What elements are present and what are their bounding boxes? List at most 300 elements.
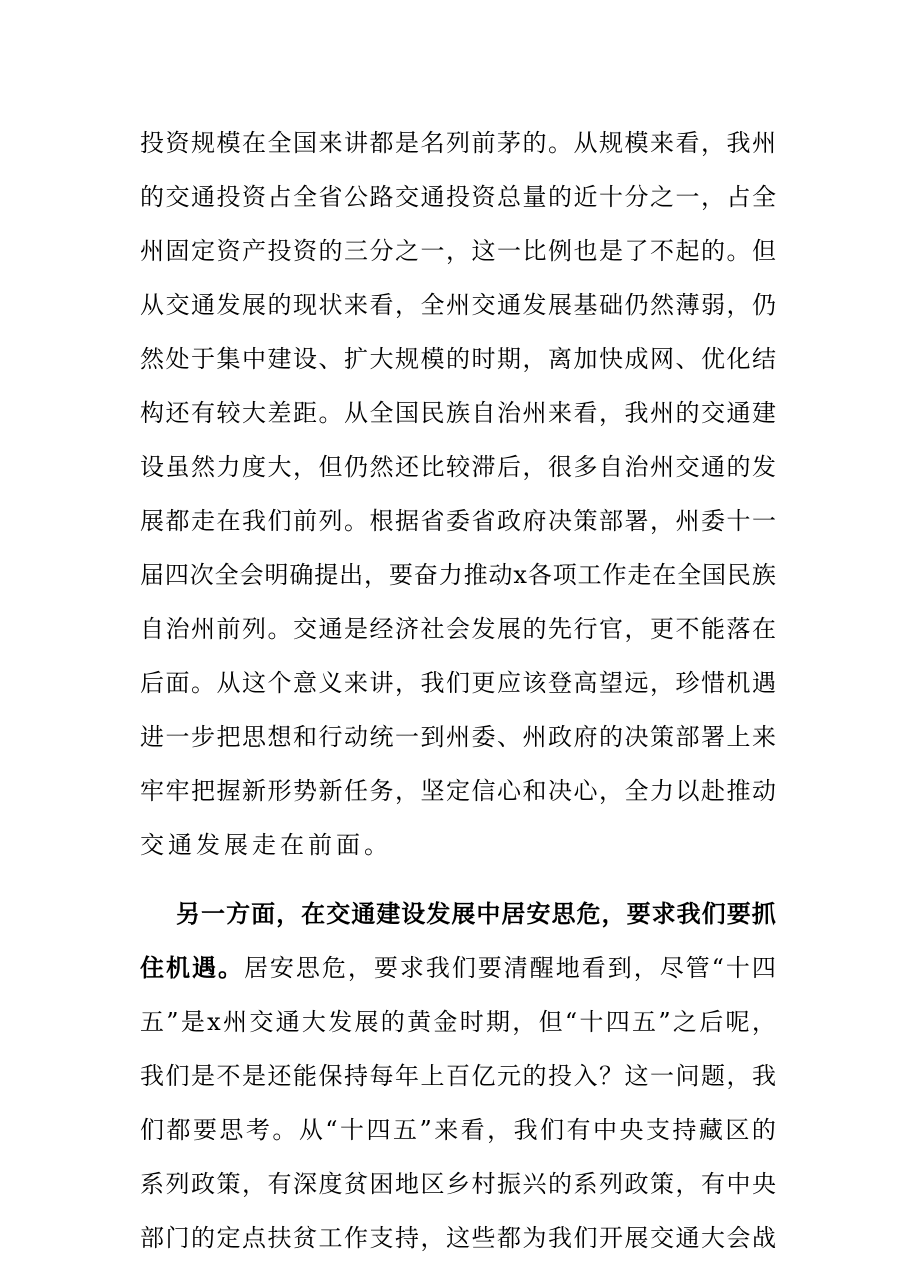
glyph: 和 — [522, 777, 547, 805]
glyph: 还 — [165, 399, 190, 427]
glyph: 金 — [433, 1008, 458, 1036]
glyph: 发 — [328, 1008, 353, 1036]
glyph: 州 — [446, 291, 470, 319]
glyph: ， — [701, 183, 725, 211]
glyph: 快 — [599, 345, 623, 373]
body-line — [140, 452, 776, 482]
glyph: 会 — [239, 561, 264, 589]
glyph: 从 — [573, 129, 598, 157]
glyph: 乡 — [446, 1170, 470, 1198]
glyph: 投 — [216, 183, 241, 211]
glyph: 一 — [675, 183, 700, 211]
glyph: 都 — [369, 129, 394, 157]
glyph: ， — [650, 669, 674, 697]
glyph: 困 — [369, 1170, 394, 1198]
glyph: 在 — [752, 615, 776, 643]
glyph: 于 — [191, 345, 215, 373]
glyph: 思 — [219, 1116, 244, 1144]
glyph: 有 — [701, 1170, 725, 1198]
glyph: 点 — [242, 1224, 266, 1252]
glyph: ” — [658, 1008, 671, 1036]
glyph: 亿 — [471, 1062, 496, 1090]
glyph: 全 — [624, 777, 649, 805]
glyph: 全 — [752, 183, 776, 211]
glyph: 决 — [548, 777, 572, 805]
glyph: 年 — [395, 1062, 419, 1090]
glyph: ， — [276, 899, 301, 928]
glyph: 能 — [701, 615, 725, 643]
glyph: 通 — [191, 291, 215, 319]
glyph: 项 — [552, 561, 577, 589]
glyph: 列 — [446, 129, 470, 157]
glyph: 的 — [548, 1170, 572, 1198]
glyph: 走 — [627, 561, 652, 589]
glyph: 每 — [369, 1062, 394, 1090]
glyph: 来 — [650, 129, 674, 157]
glyph: 州 — [191, 615, 215, 643]
glyph: 民 — [420, 399, 445, 427]
glyph: 部 — [599, 507, 623, 535]
glyph: 了 — [624, 237, 649, 265]
glyph: 我 — [624, 399, 649, 427]
glyph: 要 — [388, 561, 413, 589]
glyph: 投 — [140, 129, 164, 157]
glyph: “ — [564, 1008, 578, 1036]
glyph: 推 — [463, 561, 488, 589]
glyph: 之 — [650, 183, 674, 211]
glyph: 进 — [140, 723, 164, 751]
glyph: 四 — [605, 1008, 630, 1036]
glyph: 资 — [293, 237, 317, 265]
glyph: 后 — [497, 453, 521, 481]
glyph: 看 — [581, 954, 606, 982]
glyph: ” — [166, 1008, 179, 1036]
glyph: 来 — [752, 723, 776, 751]
glyph: 四 — [366, 1116, 391, 1144]
glyph: 面 — [251, 899, 276, 928]
glyph: 集 — [216, 345, 241, 373]
glyph: 区 — [420, 1170, 445, 1198]
glyph: 的 — [191, 1224, 215, 1252]
glyph: 思 — [242, 723, 266, 751]
glyph: 我 — [752, 1062, 776, 1090]
body-line — [140, 1061, 776, 1091]
glyph: 官 — [599, 615, 623, 643]
glyph: 占 — [267, 183, 292, 211]
glyph: 全 — [267, 129, 292, 157]
glyph: 黄 — [407, 1008, 432, 1036]
glyph: 十 — [599, 183, 623, 211]
glyph: 发 — [471, 615, 496, 643]
glyph: 比 — [522, 237, 547, 265]
glyph: 通 — [701, 453, 725, 481]
glyph: 危 — [576, 899, 601, 928]
glyph: 支 — [369, 1224, 394, 1252]
glyph: 求 — [399, 954, 424, 982]
glyph: 化 — [726, 345, 751, 373]
glyph: 十 — [579, 1008, 604, 1036]
glyph: 族 — [446, 399, 470, 427]
body-line — [140, 506, 776, 536]
glyph: 从 — [344, 399, 368, 427]
glyph: 会 — [726, 1224, 751, 1252]
glyph: 的 — [726, 453, 751, 481]
glyph: 系 — [573, 1170, 598, 1198]
glyph: 工 — [577, 561, 602, 589]
glyph: 思 — [551, 899, 576, 928]
glyph: 们 — [446, 669, 470, 697]
glyph: 要 — [192, 1116, 217, 1144]
glyph: 展 — [497, 615, 521, 643]
glyph: 求 — [651, 899, 676, 928]
glyph: 个 — [267, 669, 292, 697]
glyph: 我 — [726, 129, 751, 157]
glyph: 中 — [242, 345, 266, 373]
glyph: “ — [711, 954, 724, 982]
glyph: ， — [293, 453, 317, 481]
glyph: 通 — [726, 399, 751, 427]
glyph: 一 — [497, 237, 521, 265]
glyph: 通 — [318, 615, 343, 643]
glyph: 战 — [752, 1224, 776, 1252]
glyph: 到 — [420, 723, 445, 751]
glyph: 策 — [650, 723, 674, 751]
glyph: 交 — [471, 291, 496, 319]
glyph: 我 — [548, 1224, 572, 1252]
glyph: 定 — [446, 777, 470, 805]
glyph: 系 — [140, 1170, 164, 1198]
glyph: 从 — [216, 669, 241, 697]
glyph: ， — [395, 669, 419, 697]
glyph: 也 — [573, 237, 598, 265]
body-line — [140, 1115, 776, 1145]
glyph: 确 — [289, 561, 314, 589]
glyph: 是 — [191, 1062, 215, 1090]
glyph: 较 — [446, 453, 470, 481]
body-line — [140, 722, 776, 752]
glyph: 。 — [267, 615, 292, 643]
glyph: 牢 — [140, 777, 164, 805]
glyph: ， — [446, 237, 470, 265]
glyph: 展 — [354, 1008, 379, 1036]
glyph: 登 — [548, 669, 572, 697]
glyph: 治 — [624, 453, 649, 481]
glyph: 决 — [624, 723, 649, 751]
glyph: 列 — [318, 507, 343, 535]
body-line — [140, 290, 776, 320]
glyph: 策 — [216, 1170, 241, 1198]
glyph: ？ — [599, 1062, 623, 1090]
glyph: 交 — [165, 291, 190, 319]
glyph: 牢 — [165, 777, 190, 805]
glyph: 要 — [626, 899, 651, 928]
glyph: 次 — [189, 561, 214, 589]
glyph: 题 — [701, 1062, 725, 1090]
glyph: 把 — [191, 777, 215, 805]
glyph: 模 — [420, 345, 445, 373]
glyph: 时 — [459, 1008, 484, 1036]
glyph: 度 — [318, 1170, 343, 1198]
glyph: 上 — [420, 1062, 445, 1090]
glyph: 我 — [140, 1062, 164, 1090]
glyph: 工 — [318, 1224, 343, 1252]
glyph: 央 — [619, 1116, 644, 1144]
glyph: 交 — [326, 899, 351, 928]
glyph: 明 — [264, 561, 289, 589]
glyph: 还 — [395, 453, 419, 481]
glyph: 危 — [321, 954, 346, 982]
glyph: 义 — [318, 669, 343, 697]
glyph: 的 — [548, 183, 572, 211]
glyph: 发 — [216, 291, 241, 319]
glyph: 统 — [369, 723, 394, 751]
glyph: 在 — [216, 507, 241, 535]
glyph: 部 — [675, 723, 700, 751]
glyph: 一 — [752, 507, 776, 535]
glyph: 十 — [726, 507, 751, 535]
glyph: 动 — [344, 723, 368, 751]
glyph: ， — [364, 561, 389, 589]
glyph: 根 — [369, 507, 394, 535]
glyph: 大 — [301, 1008, 326, 1036]
glyph: 十 — [725, 954, 750, 982]
glyph: ， — [599, 777, 623, 805]
glyph: 这 — [624, 1062, 649, 1090]
glyph: 展 — [624, 1224, 649, 1252]
glyph: 全 — [369, 399, 394, 427]
glyph: 为 — [522, 1224, 547, 1252]
glyph: x — [207, 1008, 221, 1036]
glyph: 坚 — [420, 777, 445, 805]
glyph: 意 — [293, 669, 317, 697]
glyph: 规 — [191, 129, 215, 157]
glyph: 建 — [267, 345, 292, 373]
glyph: 遇 — [752, 669, 776, 697]
glyph: 比 — [420, 453, 445, 481]
glyph: 看 — [675, 129, 700, 157]
glyph: 之 — [395, 237, 419, 265]
glyph: 固 — [165, 237, 190, 265]
glyph: 资 — [165, 129, 190, 157]
glyph: 自 — [471, 399, 496, 427]
glyph: 民 — [726, 561, 751, 589]
glyph: 从 — [298, 1116, 323, 1144]
body-line — [140, 128, 776, 158]
glyph: ， — [347, 954, 372, 982]
glyph: 是 — [344, 615, 368, 643]
glyph: 大 — [369, 345, 394, 373]
glyph: 醒 — [529, 954, 554, 982]
glyph: 各 — [527, 561, 552, 589]
glyph: 国 — [395, 399, 419, 427]
glyph: 。 — [318, 399, 343, 427]
body-line — [140, 1169, 776, 1199]
glyph: 。 — [217, 953, 242, 982]
body-line — [140, 182, 776, 212]
glyph: 后 — [140, 669, 164, 697]
glyph: 先 — [548, 615, 572, 643]
glyph: 五 — [632, 1008, 657, 1036]
glyph: 门 — [165, 1224, 190, 1252]
glyph: 通 — [351, 899, 376, 928]
glyph: 治 — [165, 615, 190, 643]
glyph: 。 — [191, 669, 215, 697]
glyph: 机 — [726, 669, 751, 697]
glyph: 新 — [242, 777, 266, 805]
glyph: 资 — [471, 183, 496, 211]
glyph: 我 — [420, 669, 445, 697]
glyph: 决 — [548, 507, 572, 535]
glyph: 十 — [340, 1116, 365, 1144]
glyph: 网 — [650, 345, 674, 373]
glyph: 的 — [675, 399, 700, 427]
glyph: 建 — [376, 899, 401, 928]
glyph: 入 — [573, 1062, 598, 1090]
glyph: 这 — [446, 1224, 470, 1252]
glyph: 署 — [624, 507, 649, 535]
glyph: 都 — [165, 507, 190, 535]
glyph: 然 — [191, 453, 215, 481]
glyph: ， — [726, 1062, 751, 1090]
glyph: 府 — [573, 723, 598, 751]
glyph: 济 — [395, 615, 419, 643]
glyph: ， — [624, 615, 649, 643]
glyph: 发 — [752, 453, 776, 481]
glyph: 力 — [438, 561, 463, 589]
glyph: 出 — [339, 561, 364, 589]
mixed-line — [140, 953, 776, 983]
glyph: 省 — [471, 507, 496, 535]
glyph: 列 — [242, 615, 266, 643]
glyph: 还 — [267, 1062, 292, 1090]
glyph: 政 — [497, 507, 521, 535]
glyph: 该 — [522, 669, 547, 697]
glyph: 要 — [477, 954, 502, 982]
glyph: 的 — [522, 1062, 547, 1090]
glyph: 策 — [573, 507, 598, 535]
glyph: 公 — [344, 183, 368, 211]
glyph: 但 — [538, 1008, 563, 1036]
glyph: 通 — [420, 183, 445, 211]
glyph: 薄 — [675, 291, 700, 319]
glyph: 列 — [165, 1170, 190, 1198]
glyph: 前 — [471, 129, 496, 157]
glyph: 省 — [318, 183, 343, 211]
glyph: 形 — [267, 777, 292, 805]
glyph: 信 — [471, 777, 496, 805]
glyph: 讲 — [344, 129, 368, 157]
glyph: 五 — [392, 1116, 417, 1144]
glyph: ， — [599, 399, 623, 427]
glyph: 全 — [420, 291, 445, 319]
glyph: ， — [601, 899, 626, 928]
glyph: 州 — [650, 453, 674, 481]
glyph: 交 — [675, 453, 700, 481]
glyph: 们 — [573, 1224, 598, 1252]
glyph: 力 — [216, 453, 241, 481]
glyph: 分 — [624, 183, 649, 211]
glyph: 一 — [165, 723, 190, 751]
glyph: 模 — [216, 129, 241, 157]
glyph: 要 — [726, 899, 751, 928]
glyph: 州 — [752, 129, 776, 157]
glyph: 有 — [566, 1116, 591, 1144]
glyph: 一 — [420, 237, 445, 265]
glyph: 作 — [602, 561, 627, 589]
glyph: 规 — [395, 345, 419, 373]
glyph: 然 — [140, 345, 164, 373]
glyph: ， — [701, 129, 725, 157]
glyph: 但 — [318, 453, 343, 481]
glyph: 仍 — [344, 453, 368, 481]
glyph: 部 — [140, 1224, 164, 1252]
glyph: 但 — [752, 237, 776, 265]
glyph: 一 — [395, 723, 419, 751]
glyph: 然 — [650, 291, 674, 319]
glyph: 发 — [426, 899, 451, 928]
glyph: 振 — [497, 1170, 521, 1198]
body-line — [140, 1007, 776, 1037]
glyph: 国 — [702, 561, 727, 589]
glyph: 交 — [293, 615, 317, 643]
glyph: 央 — [752, 1170, 776, 1198]
glyph: ， — [522, 345, 547, 373]
glyph: 清 — [503, 954, 528, 982]
glyph: 应 — [497, 669, 521, 697]
body-line — [140, 1223, 776, 1253]
glyph: 百 — [446, 1062, 470, 1090]
glyph: 能 — [293, 1062, 317, 1090]
glyph: 列 — [599, 1170, 623, 1198]
glyph: 中 — [593, 1116, 617, 1144]
glyph: 全 — [293, 183, 317, 211]
glyph: 处 — [165, 345, 190, 373]
glyph: 面 — [165, 669, 190, 697]
glyph: 交 — [650, 1224, 674, 1252]
glyph: 通 — [497, 291, 521, 319]
glyph: 资 — [216, 237, 241, 265]
glyph: 看 — [460, 1116, 485, 1144]
glyph: 委 — [446, 507, 470, 535]
glyph: 扶 — [267, 1224, 292, 1252]
glyph: 问 — [675, 1062, 700, 1090]
glyph: 我 — [242, 507, 266, 535]
glyph: 州 — [675, 507, 700, 535]
glyph: 前 — [216, 615, 241, 643]
glyph: 很 — [548, 453, 572, 481]
glyph: 投 — [446, 183, 470, 211]
glyph: 三 — [344, 237, 368, 265]
glyph: 委 — [471, 723, 496, 751]
glyph: 、 — [675, 345, 700, 373]
glyph: 省 — [420, 507, 445, 535]
glyph: 支 — [645, 1116, 670, 1144]
glyph: 府 — [522, 507, 547, 535]
glyph: 地 — [555, 954, 580, 982]
glyph: 的 — [267, 291, 292, 319]
glyph: 我 — [425, 954, 450, 982]
glyph: 虽 — [165, 453, 190, 481]
glyph: 来 — [344, 291, 368, 319]
glyph: 度 — [242, 453, 266, 481]
glyph: 都 — [497, 1224, 521, 1252]
mixed-line-content — [140, 953, 776, 983]
glyph: 规 — [599, 129, 623, 157]
glyph: 些 — [471, 1224, 496, 1252]
glyph: 藏 — [698, 1116, 723, 1144]
glyph: 仍 — [624, 291, 649, 319]
glyph: 州 — [446, 723, 470, 751]
